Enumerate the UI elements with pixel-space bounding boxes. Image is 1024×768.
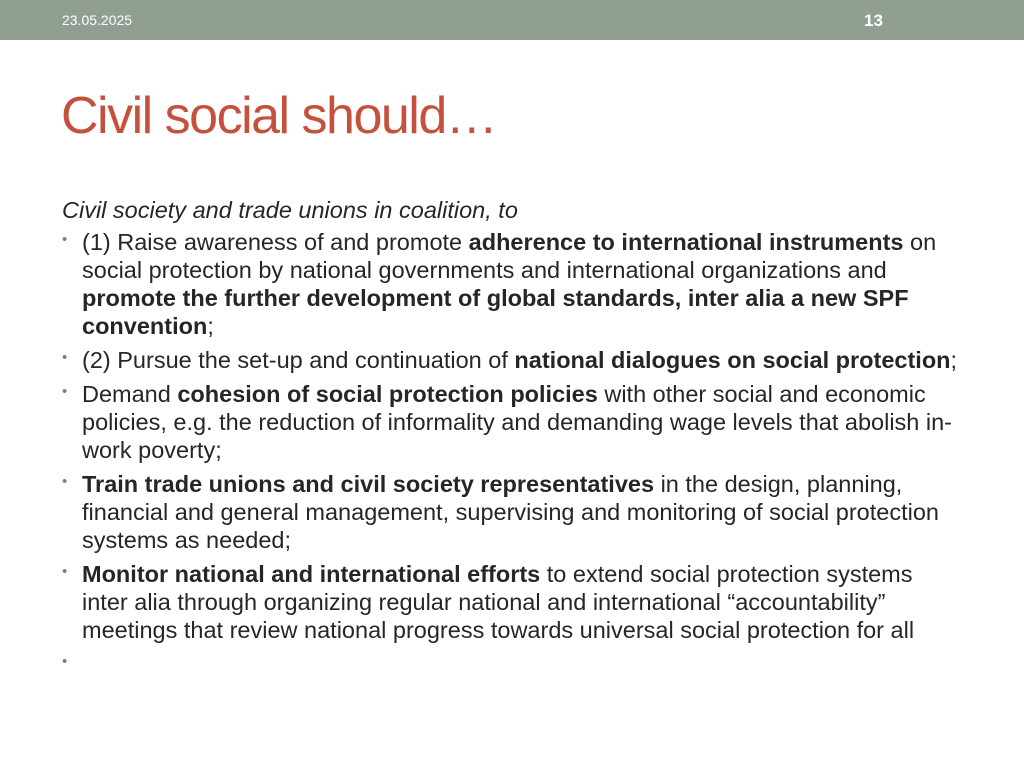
slide-page-number: 13 (864, 11, 883, 30)
bullet-item (62, 380, 962, 464)
bullet-icon: • (62, 653, 68, 670)
bullet-text (82, 347, 957, 373)
slide-date: 23.05.2025 (62, 12, 133, 28)
bullet-text (82, 651, 89, 677)
bullet-item (62, 346, 962, 374)
bullet-icon: • (62, 349, 68, 366)
text-run-bold: Monitor national and international efforts (82, 561, 541, 587)
text-run-bold: Train trade unions and civil society representatives (82, 471, 655, 497)
text-run: Demand (82, 381, 178, 407)
header-bar (0, 0, 1024, 40)
text-run-bold: national dialogues on social protection (514, 347, 951, 373)
bullet-item (62, 228, 962, 340)
text-run: ; (207, 313, 214, 339)
intro-text: Civil society and trade unions in coalition, to (62, 197, 518, 223)
bullet-list (62, 228, 962, 678)
bullet-text (82, 381, 952, 463)
bullet-text (82, 229, 936, 339)
bullet-item (62, 470, 962, 554)
text-run: (2) Pursue the set-up and continuation of (82, 347, 515, 373)
text-run: on social protection by national governments and international organizations and (82, 229, 937, 283)
slide-body (62, 196, 962, 684)
text-run: with other social and economic policies, e.g. the reduction of informality and demanding wage levels that abolish in-work poverty; (82, 381, 953, 463)
bullet-icon: • (62, 231, 68, 248)
bullet-icon: • (62, 383, 68, 400)
text-run: in the design, planning, financial and general management, supervising and monitoring of social protection systems as needed; (82, 471, 939, 553)
text-run-bold: cohesion of social protection policies (177, 381, 598, 407)
bullet-item-empty (62, 650, 962, 678)
bullet-icon: • (62, 473, 68, 490)
text-run-bold: promote the further development of global standards, inter alia a new SPF convention (82, 285, 909, 339)
bullet-text (82, 471, 939, 553)
text-run: ; (950, 347, 958, 373)
bullet-text (82, 561, 914, 643)
slide-title: Civil social should… (61, 87, 497, 145)
text-run-bold: adherence to international instruments (468, 229, 904, 255)
bullet-icon: • (62, 563, 68, 580)
text-run: (1) Raise awareness of and promote (82, 229, 469, 255)
bullet-item (62, 560, 962, 644)
text-run: to extend social protection systems inter alia through organizing regular national and international “accountability” meetings that review national progress towards universal social protection for all (82, 561, 915, 643)
